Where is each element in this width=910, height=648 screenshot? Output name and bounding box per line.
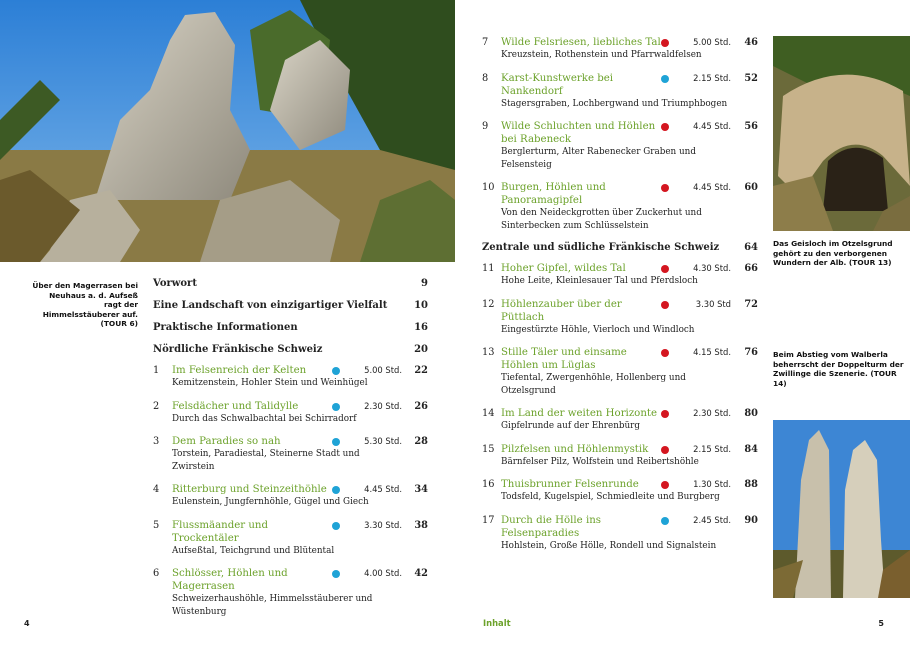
section-title: Nördliche Fränkische Schweiz	[153, 344, 323, 355]
toc-section-landschaft[interactable]	[153, 300, 428, 312]
section-title: Vorwort	[153, 278, 197, 289]
difficulty-dot-icon	[332, 522, 340, 530]
tour-page: 76	[744, 347, 758, 358]
section-title: Zentrale und südliche Fränkische Schweiz	[482, 242, 720, 253]
toc-tour-16[interactable]	[482, 478, 758, 504]
rock-formation-photo	[0, 0, 455, 262]
section-title: Eine Landschaft von einzigartiger Vielfalt	[153, 300, 388, 311]
toc-tour-10[interactable]	[482, 181, 758, 232]
toc-section-zentrale-suedliche[interactable]	[482, 242, 758, 254]
tour-page: 56	[744, 121, 758, 132]
photo-caption-left: Über den Magerrasen bei Neuhaus a. d. Aufseß ragt der Himmelsstäuberer auf. (TOUR 6)	[32, 281, 138, 329]
tour-number: 8	[482, 72, 489, 84]
section-page: 9	[421, 278, 428, 289]
tour-duration: 2.30 Std.	[693, 408, 731, 418]
tour-title: Burgen, Höhlen und Panoramagipfel	[501, 182, 606, 206]
tour-title: Felsdächer und Talidylle	[172, 400, 299, 412]
tour-duration: 4.15 Std.	[693, 347, 731, 357]
difficulty-dot-icon	[661, 517, 669, 525]
cave-photo	[773, 36, 910, 231]
section-title: Praktische Informationen	[153, 322, 298, 333]
tour-page: 28	[414, 436, 428, 447]
toc-tour-17[interactable]	[482, 514, 758, 553]
tour-number: 13	[482, 347, 495, 358]
tour-number: 14	[482, 408, 495, 419]
tour-duration: 2.45 Std.	[693, 514, 731, 525]
toc-tour-2[interactable]	[153, 400, 428, 426]
toc-tour-4[interactable]	[153, 483, 428, 509]
tour-title: Im Land der weiten Horizonte	[501, 408, 658, 419]
difficulty-dot-icon	[661, 410, 669, 418]
section-page: 20	[414, 344, 428, 355]
section-page: 16	[414, 322, 428, 333]
difficulty-dot-icon	[332, 570, 340, 578]
tour-subtitle: Durch das Schwalbachtal bei Schirradorf	[172, 413, 357, 424]
tour-number: 15	[482, 443, 495, 455]
toc-tour-8[interactable]	[482, 72, 758, 111]
tour-number: 17	[482, 514, 495, 526]
toc-tour-12[interactable]	[482, 298, 758, 337]
toc-section-noerdliche[interactable]	[153, 344, 428, 356]
tour-number: 7	[482, 37, 489, 48]
tour-title: Karst-Kunstwerke bei Nankendorf	[501, 72, 614, 97]
tour-duration: 4.45 Std.	[364, 484, 402, 494]
tour-page: 60	[744, 182, 758, 193]
difficulty-dot-icon	[661, 349, 669, 357]
tour-subtitle: Hohe Leite, Kleinlesauer Tal und Pferdsloch	[501, 276, 698, 286]
toc-tour-5[interactable]	[153, 519, 428, 558]
tour-number: 2	[153, 400, 160, 412]
tour-page: 38	[414, 519, 428, 531]
tour-duration: 5.30 Std.	[364, 436, 402, 446]
tour-subtitle: Stagersgraben, Lochbergwand und Triumphbogen	[501, 98, 728, 109]
tour-number: 10	[482, 182, 495, 193]
tour-number: 4	[153, 484, 160, 495]
tour-duration: 5.00 Std.	[693, 37, 731, 47]
difficulty-dot-icon	[332, 367, 340, 375]
toc-tour-15[interactable]	[482, 443, 758, 469]
tour-title: Stille Täler und einsame Höhlen um Lüglas	[501, 347, 627, 371]
tour-duration: 4.30 Std.	[693, 263, 731, 273]
tour-page: 84	[744, 443, 758, 455]
tour-number: 6	[153, 568, 160, 579]
difficulty-dot-icon	[661, 75, 669, 83]
toc-tour-3[interactable]	[153, 435, 428, 473]
tour-title: Flussmäander und Trockentäler	[172, 519, 269, 544]
tour-duration: 4.45 Std.	[693, 121, 731, 131]
difficulty-dot-icon	[332, 486, 340, 494]
tour-page: 88	[744, 479, 758, 490]
tour-number: 1	[153, 365, 160, 376]
tour-subtitle: Bärnfelser Pilz, Wolfstein und Reibertshöhle	[501, 456, 699, 467]
tour-title: Wilde Felsriesen, liebliches Tal	[501, 37, 661, 48]
tour-page: 46	[744, 37, 758, 48]
tour-page: 80	[744, 408, 758, 419]
tour-number: 11	[482, 263, 495, 274]
page-number-right: 5	[878, 619, 884, 628]
tour-subtitle: Tiefental, Zwergenhöhle, Hollenberg und Otzelsgrund	[501, 373, 686, 396]
tour-subtitle: Eulenstein, Jungfernhöhle, Gügel und Giech	[172, 497, 369, 507]
tour-page: 22	[414, 365, 428, 376]
tour-page: 90	[744, 514, 758, 526]
difficulty-dot-icon	[661, 265, 669, 273]
tour-number: 16	[482, 479, 495, 490]
difficulty-dot-icon	[661, 184, 669, 192]
difficulty-dot-icon	[661, 301, 669, 309]
photo-caption-cave: Das Geisloch im Otzelsgrund gehört zu den verborgenen Wundern der Alb. (TOUR 13)	[773, 239, 893, 268]
tour-page: 34	[414, 484, 428, 495]
toc-tour-1[interactable]	[153, 364, 428, 390]
page-number-left: 4	[24, 619, 30, 628]
photo-caption-tower: Beim Abstieg vom Walberla beherrscht der Doppelturm der Zwillinge die Szenerie. (TOUR 14)	[773, 350, 904, 388]
tour-subtitle: Aufseßtal, Teichgrund und Blütental	[172, 545, 335, 556]
tour-page: 42	[414, 568, 428, 579]
tour-subtitle: Hohlstein, Große Hölle, Rondell und Signalstein	[501, 540, 717, 551]
tour-number: 12	[482, 298, 495, 310]
tour-page: 26	[414, 400, 428, 412]
difficulty-dot-icon	[332, 403, 340, 411]
toc-section-praktische-informationen[interactable]	[153, 322, 428, 334]
tour-duration: 3.30 Std.	[364, 519, 402, 530]
tour-title: Wilde Schluchten und Höhlen bei Rabeneck	[501, 121, 656, 145]
tour-subtitle: Berglerturm, Alter Rabenecker Graben und Felsensteig	[501, 147, 696, 170]
tour-page: 66	[744, 263, 758, 274]
difficulty-dot-icon	[332, 438, 340, 446]
tour-duration: 4.00 Std.	[364, 568, 402, 578]
toc-tour-13[interactable]	[482, 346, 758, 397]
toc-tour-7[interactable]	[482, 36, 758, 62]
tour-title: Schlösser, Höhlen und Magerrasen	[172, 568, 288, 592]
twin-tower-photo	[773, 420, 910, 598]
tour-duration: 1.30 Std.	[693, 479, 731, 489]
tour-duration: 2.15 Std.	[693, 443, 731, 454]
tour-duration: 2.15 Std.	[693, 72, 731, 83]
tour-number: 3	[153, 436, 160, 447]
toc-section-vorwort[interactable]	[153, 278, 428, 290]
tour-page: 52	[744, 72, 758, 84]
tour-subtitle: Schweizerhaushöhle, Himmelsstäuberer und Wüstenburg	[172, 594, 373, 617]
tour-number: 5	[153, 519, 160, 531]
running-title: Inhalt	[483, 618, 511, 628]
right-page	[455, 0, 910, 648]
difficulty-dot-icon	[661, 481, 669, 489]
tour-page: 72	[744, 298, 758, 310]
tour-title: Ritterburg und Steinzeithöhle	[172, 484, 327, 495]
tour-title: Im Felsenreich der Kelten	[172, 365, 307, 376]
tour-title: Dem Paradies so nah	[172, 436, 281, 447]
difficulty-dot-icon	[661, 39, 669, 47]
tour-title: Thuisbrunner Felsenrunde	[501, 479, 639, 490]
toc-tour-9[interactable]	[482, 120, 758, 171]
difficulty-dot-icon	[661, 446, 669, 454]
toc-tour-11[interactable]	[482, 262, 758, 288]
tour-title: Hoher Gipfel, wildes Tal	[501, 263, 626, 274]
toc-right-column	[482, 36, 758, 562]
tour-subtitle: Gipfelrunde auf der Ehrenbürg	[501, 421, 641, 431]
tour-subtitle: Eingestürzte Höhle, Vierloch und Windloch	[501, 324, 695, 335]
toc-left-column	[153, 278, 428, 628]
tour-subtitle: Torstein, Paradiestal, Steinerne Stadt und Zwirstein	[172, 449, 360, 472]
section-page: 10	[414, 300, 428, 311]
tour-subtitle: Kreuzstein, Rothenstein und Pfarrwaldfelsen	[501, 50, 702, 60]
difficulty-dot-icon	[661, 123, 669, 131]
section-page: 64	[744, 242, 758, 253]
tour-duration: 2.30 Std.	[364, 400, 402, 411]
tour-duration: 4.45 Std.	[693, 182, 731, 192]
toc-tour-6[interactable]	[153, 567, 428, 618]
toc-tour-14[interactable]	[482, 407, 758, 433]
tour-title: Höhlenzauber über der Püttlach	[501, 298, 622, 323]
tour-subtitle: Todsfeld, Kugelspiel, Schmiedleite und Burgberg	[501, 492, 720, 502]
tour-title: Pilzfelsen und Höhlenmystik	[501, 443, 649, 455]
tour-subtitle: Von den Neideckgrotten über Zuckerhut und Sinterbecken zum Schlüsselstein	[501, 208, 702, 231]
tour-number: 9	[482, 121, 489, 132]
tour-title: Durch die Hölle ins Felsenparadies	[501, 514, 601, 539]
tour-duration: 5.00 Std.	[364, 365, 402, 375]
tour-subtitle: Kemitzenstein, Hohler Stein und Weinhügel	[172, 378, 368, 388]
tour-duration: 3.30 Std	[695, 298, 731, 309]
